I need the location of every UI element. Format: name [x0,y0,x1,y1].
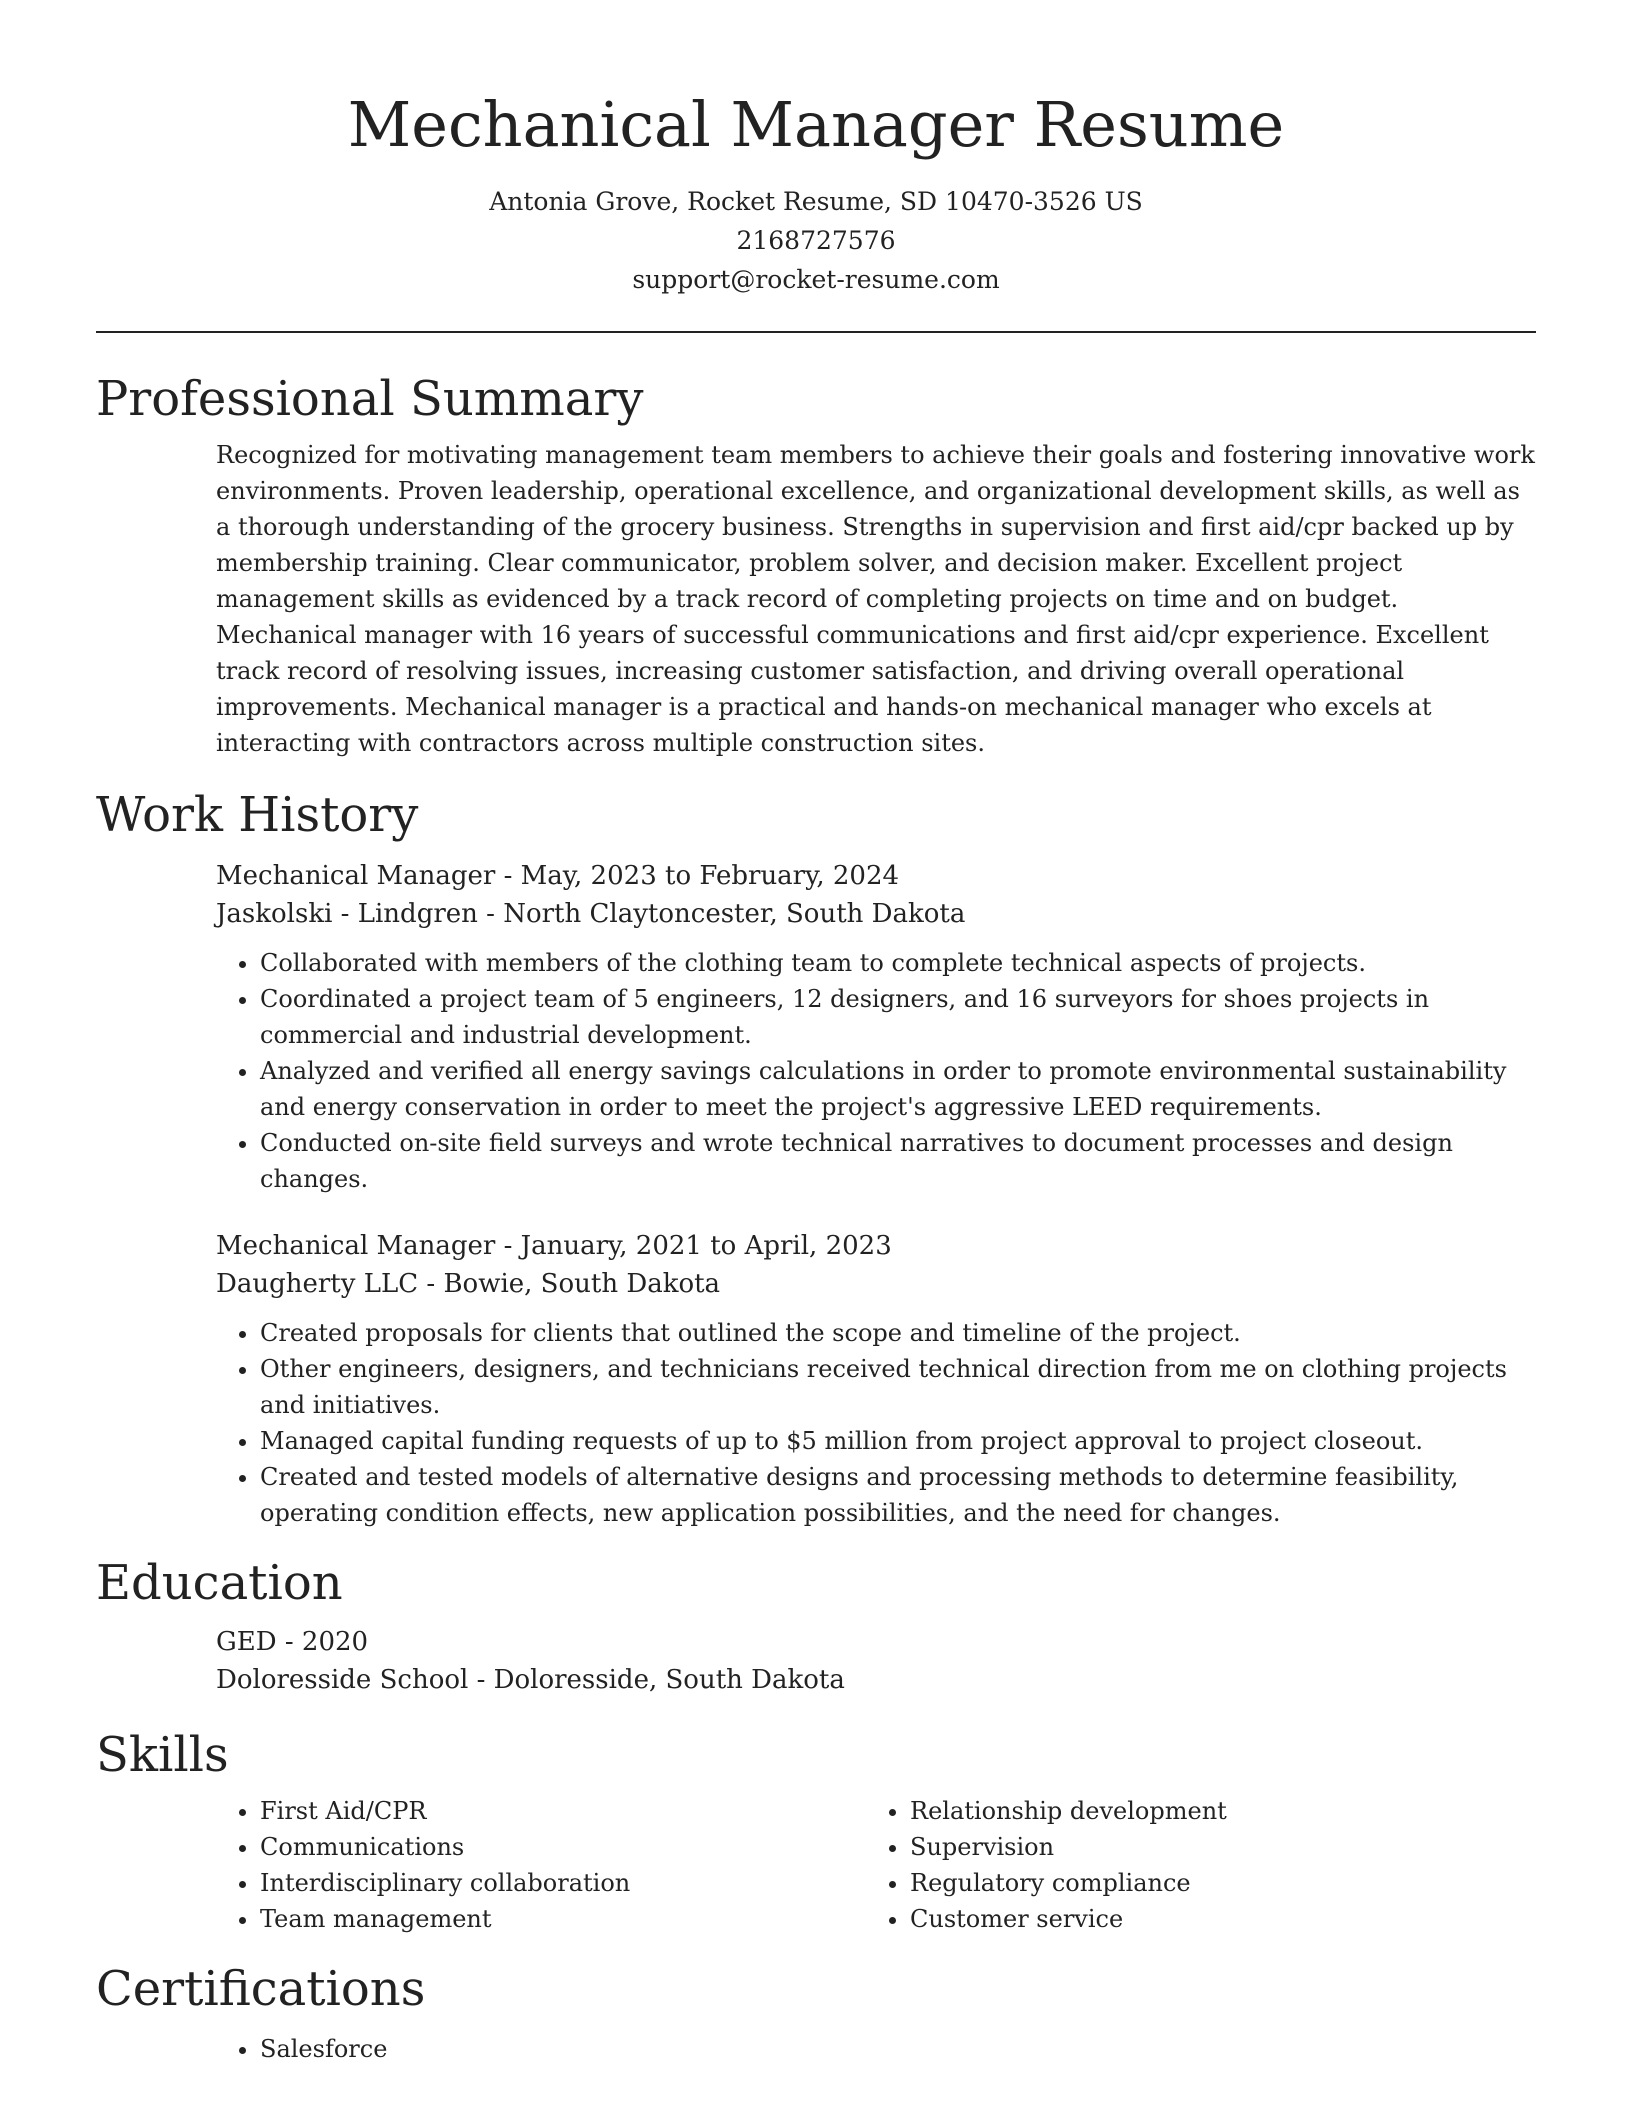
job-entry [216,1227,1536,1531]
job-title: Mechanical Manager [216,861,496,891]
certification-item: • Salesforce [260,2031,1536,2067]
education-location: - Doloresside, South Dakota [468,1665,845,1695]
header-divider [96,331,1536,333]
education-degree: GED [216,1627,277,1657]
education-section [96,1553,1536,1699]
contact-email: support@rocket-resume.com [632,265,1000,294]
job-bullet: • Created proposals for clients that outlined the scope and timeline of the project. [260,1315,1536,1351]
job-dates: - May, 2023 to February, 2024 [495,861,900,891]
summary-heading: Professional Summary [96,371,644,427]
skills-column-left [216,1793,866,1937]
job-bullets [216,945,1536,1197]
contact-address: Antonia Grove, Rocket Resume, SD 10470-3526 US [489,187,1143,216]
certifications-heading: Certifications [96,1961,426,2017]
skill-item: • Supervision [910,1829,1516,1865]
education-school-line [216,1661,1536,1699]
job-bullet: • Conducted on-site field surveys and wrote technical narratives to document processes and design changes. [260,1125,1536,1197]
skills-heading: Skills [96,1727,229,1783]
job-company-line [216,1265,1536,1303]
job-title: Mechanical Manager [216,1231,496,1261]
certifications-list [216,2031,1536,2067]
education-school: Doloresside School [216,1665,469,1695]
summary-text: Recognized for motivating management team members to achieve their goals and fostering innovative work environments. Proven leadership, operational excellence, and organizational development skills, as well as a thorough understanding of the grocery business. Strengths in supervision and first aid/cpr backed up by membership training. Clear communicator, problem solver, and decision maker. Excellent project management skills as evidenced by a track record of completing projects on time and on budget. Mechanical manager with 16 years of successful communications and first aid/cpr experience. Excellent track record of resolving issues, increasing customer satisfaction, and driving overall operational improvements. Mechanical manager is a practical and hands-on mechanical manager who excels at interacting with contractors across multiple construction sites. [216,441,1535,757]
job-location: - North Claytoncester, South Dakota [477,899,966,929]
skill-item: • Customer service [910,1901,1516,1937]
summary-section [96,369,1536,761]
certifications-section [96,1959,1536,2067]
work-history-section [96,785,1536,1531]
skill-item: • Communications [260,1829,866,1865]
skill-item: • Interdisciplinary collaboration [260,1865,866,1901]
skill-item: • Team management [260,1901,866,1937]
skills-column-right [866,1793,1516,1937]
skill-item: • First Aid/CPR [260,1793,866,1829]
job-bullet: • Managed capital funding requests of up to $5 million from project approval to project closeout. [260,1423,1536,1459]
job-bullet: • Created and tested models of alternative designs and processing methods to determine feasibility, operating condition effects, new application possibilities, and the need for changes. [260,1459,1536,1531]
job-entry [216,857,1536,1197]
job-company: Daugherty LLC [216,1269,419,1299]
skill-item: • Relationship development [910,1793,1516,1829]
job-dates: - January, 2021 to April, 2023 [495,1231,892,1261]
job-bullet: • Coordinated a project team of 5 engineers, 12 designers, and 16 surveyors for shoes projects in commercial and industrial development. [260,981,1536,1053]
job-bullet: • Analyzed and verified all energy savings calculations in order to promote environmental sustainability and energy conservation in order to meet the project's aggressive LEED requirements. [260,1053,1536,1125]
resume-title: Mechanical Manager Resume [347,88,1285,161]
education-heading: Education [96,1555,343,1611]
contact-block [96,182,1536,299]
job-title-line [216,857,1536,895]
contact-phone: 2168727576 [736,226,896,255]
skills-section [96,1725,1536,1937]
skills-grid [216,1793,1536,1937]
job-bullet: • Other engineers, designers, and technicians received technical direction from me on clothing projects and initiatives. [260,1351,1536,1423]
job-company: Jaskolski - Lindgren [216,899,478,929]
job-title-line [216,1227,1536,1265]
education-degree-line [216,1623,1536,1661]
job-bullets [216,1315,1536,1531]
work-history-heading: Work History [96,787,419,843]
education-year: - 2020 [276,1627,369,1657]
job-company-line [216,895,1536,933]
job-bullet: • Collaborated with members of the clothing team to complete technical aspects of projects. [260,945,1536,981]
job-location: - Bowie, South Dakota [418,1269,721,1299]
skill-item: • Regulatory compliance [910,1865,1516,1901]
